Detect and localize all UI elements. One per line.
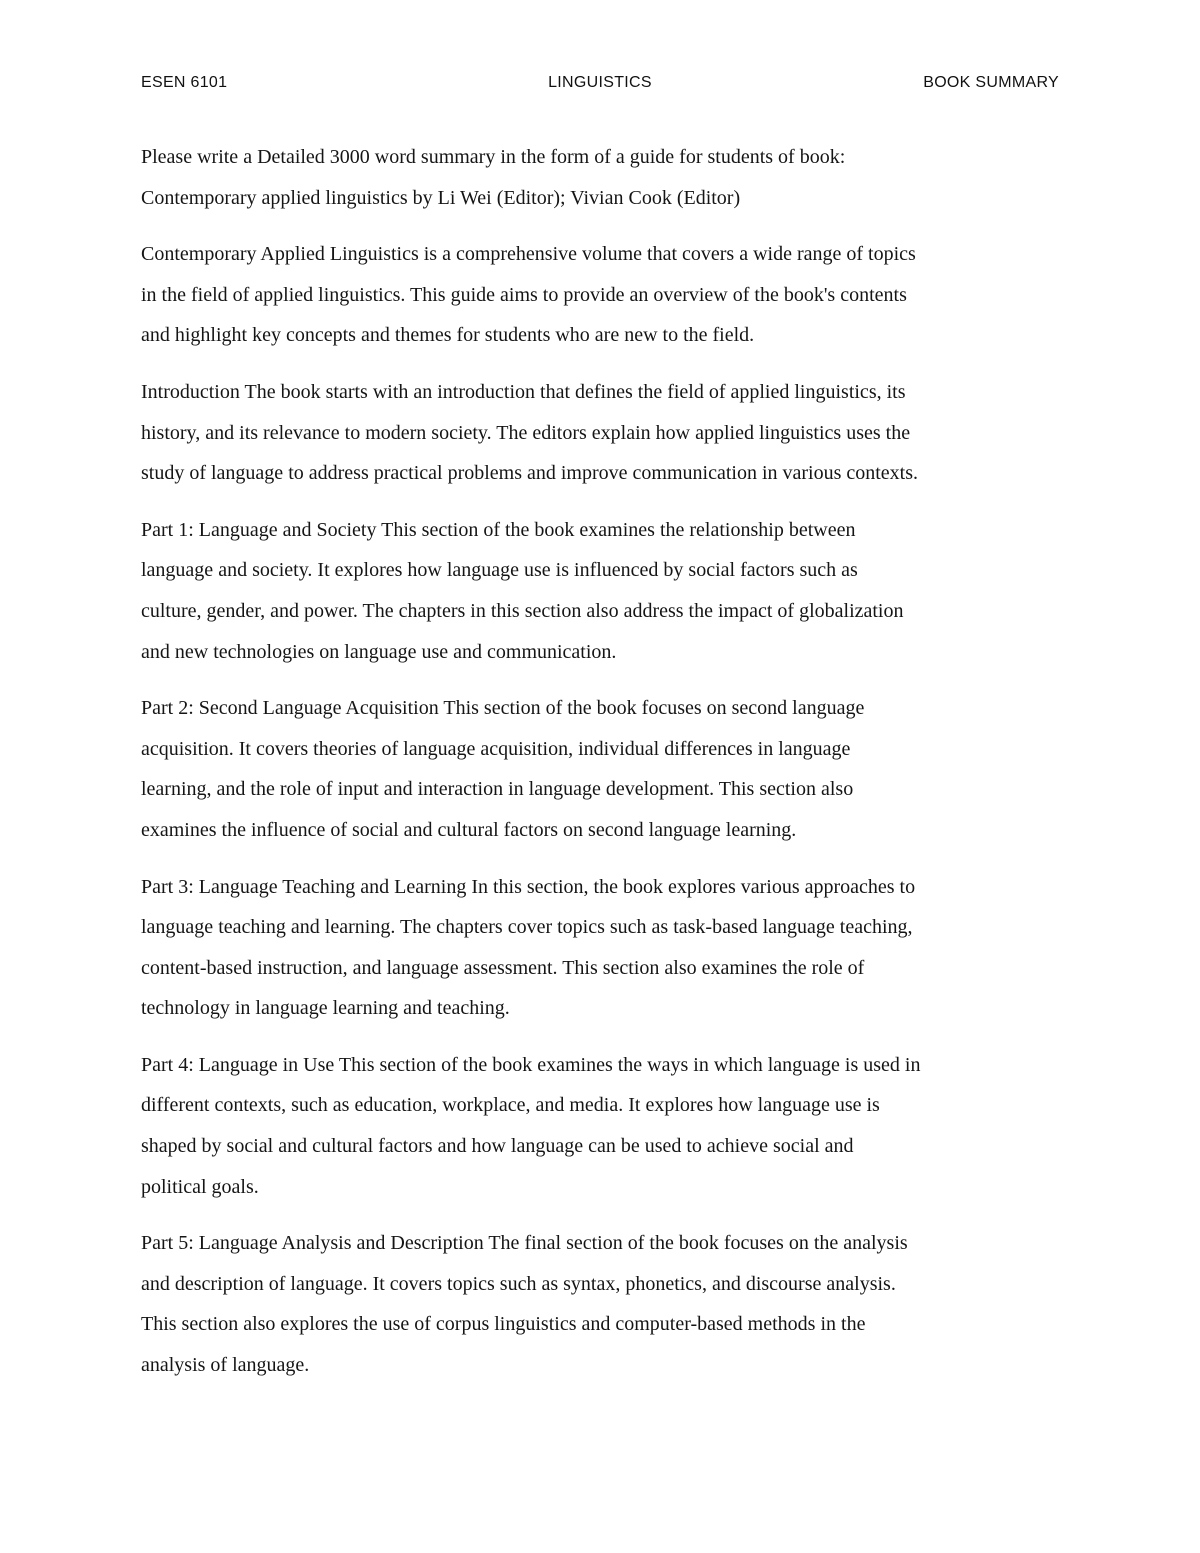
paragraph-line: content-based instruction, and language assessment. This section also examines the role of xyxy=(141,956,865,979)
paragraph-line: language and society. It explores how language use is influenced by social factors such as xyxy=(141,559,858,582)
paragraph-line: Introduction The book starts with an introduction that defines the field of applied linguistics, its xyxy=(141,380,906,403)
paragraph-line: Part 1: Language and Society This section of the book examines the relationship between xyxy=(141,518,856,541)
paragraph-line: analysis of language. xyxy=(141,1354,310,1377)
paragraph-line: culture, gender, and power. The chapters in this section also address the impact of globalization xyxy=(141,599,904,622)
paragraph-line: political goals. xyxy=(141,1175,259,1198)
paragraph-line: Please write a Detailed 3000 word summary in the form of a guide for students of book: xyxy=(141,146,846,168)
paragraph-line: and highlight key concepts and themes for students who are new to the field. xyxy=(141,324,755,347)
paragraph-line: Part 3: Language Teaching and Learning In this section, the book explores various approaches to xyxy=(141,875,916,898)
paragraph-line: study of language to address practical problems and improve communication in various contexts. xyxy=(141,462,919,485)
paragraph-line: in the field of applied linguistics. This guide aims to provide an overview of the book's contents xyxy=(141,283,907,306)
paragraph-line: history, and its relevance to modern society. The editors explain how applied linguistics uses the xyxy=(141,421,911,444)
body-paragraph xyxy=(141,137,1061,218)
paragraph-line: language teaching and learning. The chapters cover topics such as task-based language teaching, xyxy=(141,916,913,939)
paragraph-line: and new technologies on language use and communication. xyxy=(141,640,617,663)
header-course-code: ESEN 6101 xyxy=(141,74,228,91)
body-paragraph xyxy=(141,1045,1061,1207)
body-paragraph xyxy=(141,510,1061,672)
header-subject: LINGUISTICS xyxy=(548,74,652,91)
body-paragraph xyxy=(141,867,1061,1029)
paragraph-line: technology in language learning and teaching. xyxy=(141,997,510,1020)
paragraph-line: This section also explores the use of corpus linguistics and computer-based methods in the xyxy=(141,1313,866,1336)
page-header xyxy=(141,74,1059,98)
paragraph-line: examines the influence of social and cultural factors on second language learning. xyxy=(141,818,797,841)
paragraph-line: Part 2: Second Language Acquisition This section of the book focuses on second language xyxy=(141,697,865,720)
paragraph-line: Part 5: Language Analysis and Description The final section of the book focuses on the analysis xyxy=(141,1232,908,1255)
document-body xyxy=(141,137,1061,1402)
paragraph-line: acquisition. It covers theories of language acquisition, individual differences in language xyxy=(141,737,851,760)
body-paragraph xyxy=(141,688,1061,850)
body-paragraph xyxy=(141,372,1061,494)
paragraph-line: Contemporary Applied Linguistics is a comprehensive volume that covers a wide range of topics xyxy=(141,243,916,266)
paragraph-line: Contemporary applied linguistics by Li Wei (Editor); Vivian Cook (Editor) xyxy=(141,186,741,209)
paragraph-line: different contexts, such as education, workplace, and media. It explores how language use is xyxy=(141,1094,880,1117)
paragraph-line: Part 4: Language in Use This section of the book examines the ways in which language is used in xyxy=(141,1053,921,1076)
body-paragraph xyxy=(141,234,1061,356)
paragraph-line: and description of language. It covers topics such as syntax, phonetics, and discourse analysis. xyxy=(141,1272,896,1295)
paragraph-line: learning, and the role of input and interaction in language development. This section also xyxy=(141,778,854,801)
body-paragraph xyxy=(141,1223,1061,1385)
header-document-type: BOOK SUMMARY xyxy=(923,74,1059,91)
paragraph-line: shaped by social and cultural factors and how language can be used to achieve social and xyxy=(141,1135,854,1158)
